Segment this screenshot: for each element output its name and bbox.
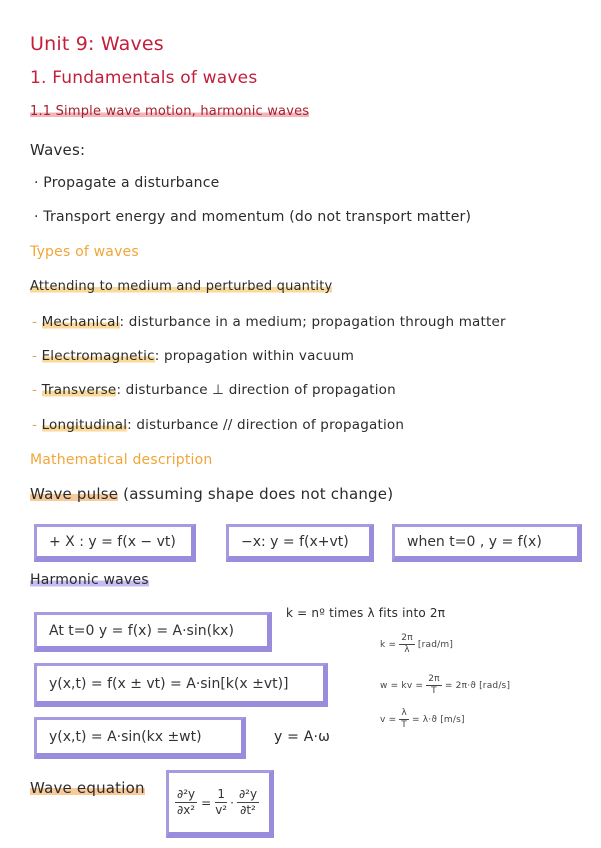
type-dash: - [32, 348, 42, 364]
type-term: Transverse [41, 382, 117, 398]
bullet-transport: · Transport energy and momentum (do not transport matter) [34, 209, 472, 225]
lhs-den: ∂x² [177, 803, 196, 817]
pulse-box-plus: + X : y = f(x − vt) [34, 524, 196, 562]
w-rhs: = 2π·ϑ [rad/s] [444, 681, 511, 691]
type-longitudinal [32, 417, 404, 433]
lhs-num: ∂²y [177, 787, 196, 801]
y-a-omega: y = A·ω [274, 729, 331, 745]
wave-pulse-note: (assuming shape does not change) [123, 485, 394, 503]
rhs-den: ∂t² [240, 803, 256, 817]
formula-k [380, 633, 453, 656]
wave-eq-label: Wave equation [30, 779, 145, 797]
type-dash: - [32, 314, 42, 330]
wave-equation-box [166, 770, 274, 838]
k-fraction [399, 633, 415, 656]
coef-fraction [215, 787, 227, 818]
rhs-fraction [237, 787, 259, 818]
w-fraction [426, 674, 442, 697]
k-unit: [rad/m] [417, 640, 454, 650]
type-electromagnetic [32, 348, 354, 364]
equals: = [201, 795, 212, 810]
w-lhs: w = kv = [380, 681, 424, 691]
type-term: Mechanical [41, 314, 120, 330]
w-den: T [431, 686, 437, 696]
type-desc: : disturbance // direction of propagation [127, 417, 405, 433]
formula-w [380, 674, 510, 697]
bullet-propagate: · Propagate a disturbance [34, 175, 220, 191]
unit-title: Unit 9: Waves [30, 33, 164, 55]
wave-eq-label-line [30, 779, 145, 797]
v-fraction [399, 708, 409, 731]
harmonic-box-t0: At t=0 y = f(x) = A·sin(kx) [34, 612, 272, 652]
harmonic-box-sin: y(x,t) = A·sin(kx ±wt) [34, 717, 246, 759]
waves-label: Waves: [30, 141, 86, 159]
harmonic-heading [30, 572, 149, 588]
v-lhs: v = [380, 715, 397, 725]
pulse-box-minus: −x: y = f(x+vt) [226, 524, 374, 562]
pulse-box-t0: when t=0 , y = f(x) [392, 524, 582, 562]
type-desc: : propagation within vacuum [154, 348, 355, 364]
k-num: 2π [401, 633, 413, 643]
v-num: λ [401, 708, 407, 718]
harmonic-box-general: y(x,t) = f(x ± vt) = A·sin[k(x ±vt)] [34, 663, 328, 707]
type-transverse [32, 382, 396, 398]
type-mechanical [32, 314, 506, 330]
dot: · [230, 795, 234, 810]
type-desc: : disturbance in a medium; propagation through matter [119, 314, 506, 330]
type-term: Electromagnetic [41, 348, 155, 364]
type-dash: - [32, 382, 42, 398]
coef-num: 1 [217, 787, 225, 801]
wave-pulse-line [30, 485, 393, 503]
section-title: 1. Fundamentals of waves [30, 68, 258, 88]
v-den: T [401, 720, 407, 730]
harmonic-text: Harmonic waves [30, 572, 149, 588]
types-heading: Types of waves [30, 244, 139, 260]
formula-v [380, 708, 465, 731]
lhs-fraction [175, 787, 197, 818]
subsection-title [30, 104, 309, 119]
coef-den: v² [215, 803, 228, 817]
k-den: λ [404, 645, 410, 655]
type-dash: - [32, 417, 42, 433]
type-term: Longitudinal [41, 417, 128, 433]
rhs-num: ∂²y [238, 787, 258, 801]
v-rhs: = λ·ϑ [m/s] [411, 715, 465, 725]
type-desc: : disturbance ⊥ direction of propagation [116, 382, 396, 398]
subsection-text: 1.1 Simple wave motion, harmonic waves [30, 104, 310, 119]
attending-heading [30, 279, 332, 294]
wave-pulse-term: Wave pulse [30, 485, 119, 503]
k-note: k = nº times λ fits into 2π [286, 606, 446, 620]
math-heading: Mathematical description [30, 452, 213, 468]
k-lhs: k = [380, 640, 397, 650]
attending-text: Attending to medium and perturbed quantity [30, 279, 333, 294]
w-num: 2π [428, 674, 440, 684]
